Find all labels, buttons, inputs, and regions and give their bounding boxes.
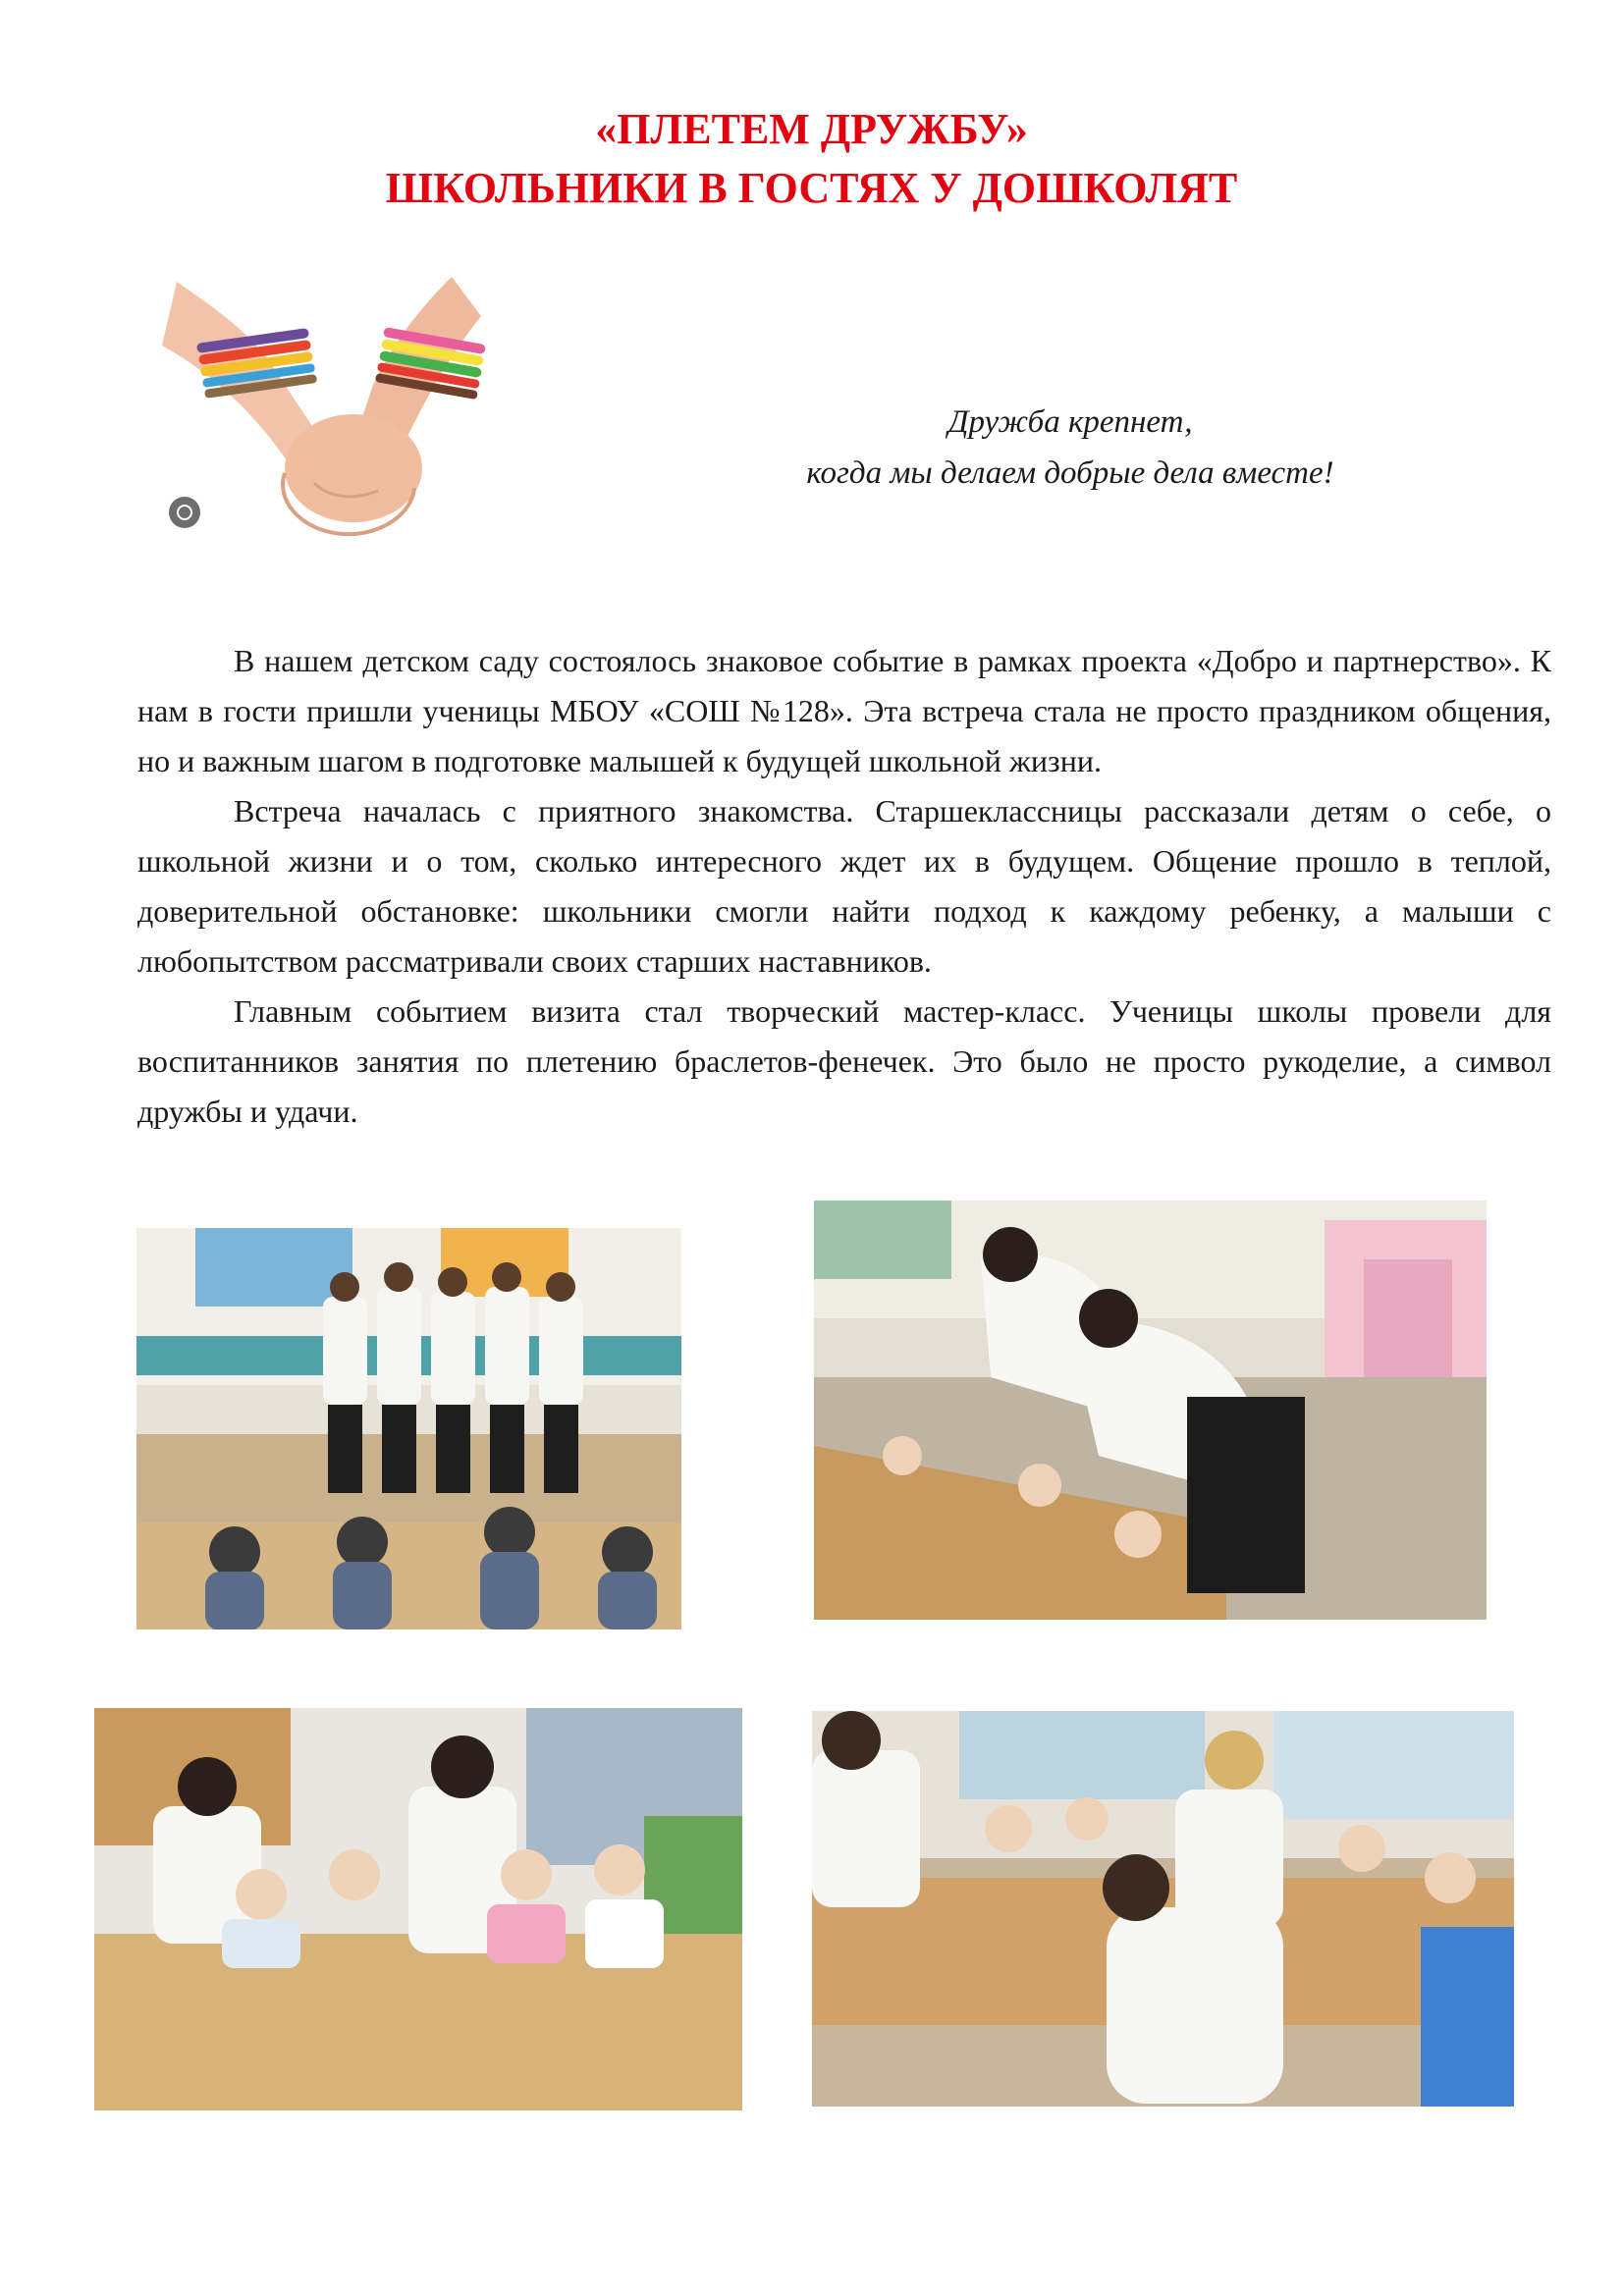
article-paragraph-1: В нашем детском саду состоялось знаковое событие в рамках проекта «Добро и партнерство». К нам в гости пришли ученицы МБОУ «СОШ №128». Эта встреча стала не просто праздником общения, но и важным шагом в подготовке малышей к будущей школьной жизни. (137, 643, 1551, 778)
article-paragraph-3: Главным событием визита стал творческий мастер-класс. Ученицы школы провели для воспитанников занятия по плетению браслетов-фенечек. Это было не просто рукоделие, а символ дружбы и удачи. (137, 993, 1551, 1129)
holding-hands-illustration (157, 277, 569, 557)
page-title-line-2: ШКОЛЬНИКИ В ГОСТЯХ У ДОШКОЛЯТ (385, 164, 1238, 212)
article-paragraph-2: Встреча началась с приятного знакомства. Старшеклассницы рассказали детям о себе, о школьной жизни и о том, сколько интересного ждет их в будущем. Общение прошло в теплой, доверительной обстановке: школьники смогли найти подход к каждому ребенку, а малыши с любопытством рассматривали своих старших наставников. (137, 793, 1551, 979)
article-body (137, 636, 1551, 1137)
photo-schoolgirls-meeting-children (136, 1228, 681, 1629)
photo-children-at-table-weaving (812, 1711, 1514, 2107)
photo-helping-children-weave (94, 1708, 742, 2110)
photo-weaving-lesson-long-table (814, 1201, 1487, 1620)
epigraph-line-2: когда мы делаем добрые дела вместе! (806, 455, 1334, 491)
page-title-line-1: «ПЛЕТЕМ ДРУЖБУ» (595, 105, 1028, 153)
epigraph-line-1: Дружба крепнет, (947, 404, 1193, 440)
